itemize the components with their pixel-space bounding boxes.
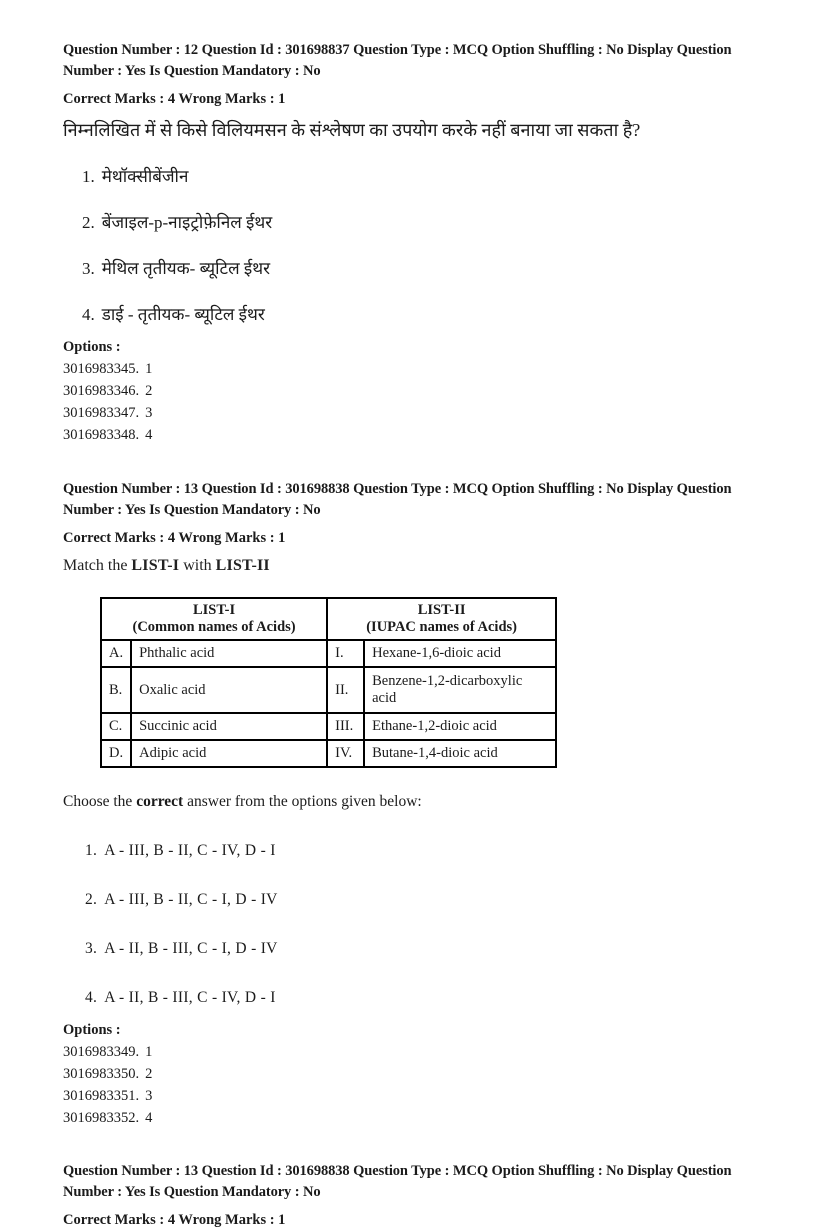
question-12-text: निम्नलिखित में से किसे विलियमसन के संश्लेषण का उपयोग करके नहीं बनाया जा सकता है? — [63, 120, 641, 140]
choice-number: 2. — [85, 891, 98, 908]
match-middle: with — [179, 557, 216, 574]
list1-title: LIST-I — [192, 602, 236, 618]
choose-suffix: answer from the options given below: — [183, 793, 422, 810]
question-13-marks: Correct Marks : 4 Wrong Marks : 1 — [63, 530, 286, 546]
option-value: 1 — [145, 1044, 153, 1060]
option-value: 3 — [145, 405, 153, 421]
match-list2: LIST-II — [215, 557, 270, 574]
table-row — [101, 667, 556, 713]
choice-item — [85, 840, 768, 862]
question-12-option-ids — [63, 358, 768, 446]
choice-item — [82, 166, 768, 188]
list1-subtitle: (Common names of Acids) — [132, 619, 296, 635]
choose-prefix: Choose the — [63, 793, 137, 810]
row-roman: IV. — [327, 740, 364, 767]
option-id-row — [63, 1085, 768, 1107]
common-acid-name: Phthalic acid — [131, 640, 327, 667]
table-row — [101, 740, 556, 767]
option-id: 3016983352. — [63, 1110, 140, 1126]
row-letter: A. — [101, 640, 131, 667]
table-row — [101, 640, 556, 667]
iupac-acid-name: Benzene-1,2-dicarboxylic acid — [364, 667, 556, 713]
match-list1: LIST-I — [131, 557, 180, 574]
question-13-header: Question Number : 13 Question Id : 301698838 Question Type : MCQ Option Shuffling : No Display Question Number : Yes Is Question Mandatory : No — [63, 481, 732, 518]
choice-item — [82, 304, 768, 326]
option-id: 3016983347. — [63, 405, 140, 421]
choice-item — [85, 987, 768, 1009]
list2-header-cell — [327, 598, 556, 640]
row-roman: II. — [327, 667, 364, 713]
question-13-repeat-block — [63, 1161, 768, 1230]
row-letter: C. — [101, 713, 131, 740]
choice-item — [85, 889, 768, 911]
option-value: 2 — [145, 1066, 153, 1082]
list1-header-cell — [101, 598, 327, 640]
question-13-repeat-header: Question Number : 13 Question Id : 301698838 Question Type : MCQ Option Shuffling : No Display Question Number : Yes Is Question Mandatory : No — [63, 1163, 732, 1200]
choice-number: 3. — [85, 940, 98, 957]
choose-bold-word: correct — [136, 793, 184, 810]
choose-answer-instruction — [63, 791, 768, 813]
row-letter: B. — [101, 667, 131, 713]
option-id-row — [63, 1063, 768, 1085]
table-body — [101, 640, 556, 767]
option-id: 3016983349. — [63, 1044, 140, 1060]
iupac-acid-name: Butane-1,4-dioic acid — [364, 740, 556, 767]
match-list-table — [100, 597, 557, 768]
choice-number: 2. — [82, 213, 95, 232]
choice-item — [82, 258, 768, 280]
choice-number: 3. — [82, 259, 95, 278]
choice-text: A - III, B - II, C - IV, D - I — [104, 842, 276, 859]
question-12-header: Question Number : 12 Question Id : 301698837 Question Type : MCQ Option Shuffling : No Display Question Number : Yes Is Question Mandatory : No — [63, 42, 732, 79]
option-value: 4 — [145, 427, 153, 443]
choice-text: डाई - तृतीयक- ब्यूटिल ईथर — [101, 305, 265, 324]
choice-text: बेंजाइल-p-नाइट्रोफ़ेनिल ईथर — [101, 213, 273, 232]
option-id: 3016983351. — [63, 1088, 140, 1104]
choice-text: A - II, B - III, C - IV, D - I — [104, 989, 276, 1006]
question-13-block — [63, 479, 768, 1129]
option-id: 3016983346. — [63, 383, 140, 399]
list2-title: LIST-II — [417, 602, 466, 618]
choice-number: 1. — [82, 167, 95, 186]
option-value: 4 — [145, 1110, 153, 1126]
common-acid-name: Oxalic acid — [131, 667, 327, 713]
question-13-repeat-marks: Correct Marks : 4 Wrong Marks : 1 — [63, 1212, 286, 1228]
option-id-row — [63, 1107, 768, 1129]
choice-item — [82, 212, 768, 234]
choice-number: 4. — [85, 989, 98, 1006]
option-value: 2 — [145, 383, 153, 399]
choice-text: A - III, B - II, C - I, D - IV — [104, 891, 278, 908]
option-value: 3 — [145, 1088, 153, 1104]
question-13-choices — [63, 840, 768, 1009]
match-prefix: Match the — [63, 557, 132, 574]
option-id-row — [63, 380, 768, 402]
options-label: Options : — [63, 1022, 121, 1038]
question-12-choices — [63, 166, 768, 326]
question-12-marks: Correct Marks : 4 Wrong Marks : 1 — [63, 91, 286, 107]
option-id-row — [63, 1041, 768, 1063]
option-value: 1 — [145, 361, 153, 377]
iupac-acid-name: Hexane-1,6-dioic acid — [364, 640, 556, 667]
option-id: 3016983348. — [63, 427, 140, 443]
common-acid-name: Adipic acid — [131, 740, 327, 767]
choice-item — [85, 938, 768, 960]
choice-text: A - II, B - III, C - I, D - IV — [104, 940, 278, 957]
option-id: 3016983345. — [63, 361, 140, 377]
choice-text: मेथॉक्सीबेंजीन — [101, 167, 189, 186]
list2-subtitle: (IUPAC names of Acids) — [366, 619, 517, 635]
options-label: Options : — [63, 339, 121, 355]
table-head — [101, 598, 556, 640]
question-13-text — [63, 555, 768, 577]
option-id-row — [63, 424, 768, 446]
table-row — [101, 713, 556, 740]
row-roman: III. — [327, 713, 364, 740]
choice-number: 1. — [85, 842, 98, 859]
option-id-row — [63, 402, 768, 424]
row-roman: I. — [327, 640, 364, 667]
iupac-acid-name: Ethane-1,2-dioic acid — [364, 713, 556, 740]
option-id-row — [63, 358, 768, 380]
row-letter: D. — [101, 740, 131, 767]
choice-number: 4. — [82, 305, 95, 324]
question-12-block — [63, 40, 768, 446]
common-acid-name: Succinic acid — [131, 713, 327, 740]
question-13-option-ids — [63, 1041, 768, 1129]
option-id: 3016983350. — [63, 1066, 140, 1082]
choice-text: मेथिल तृतीयक- ब्यूटिल ईथर — [101, 259, 271, 278]
